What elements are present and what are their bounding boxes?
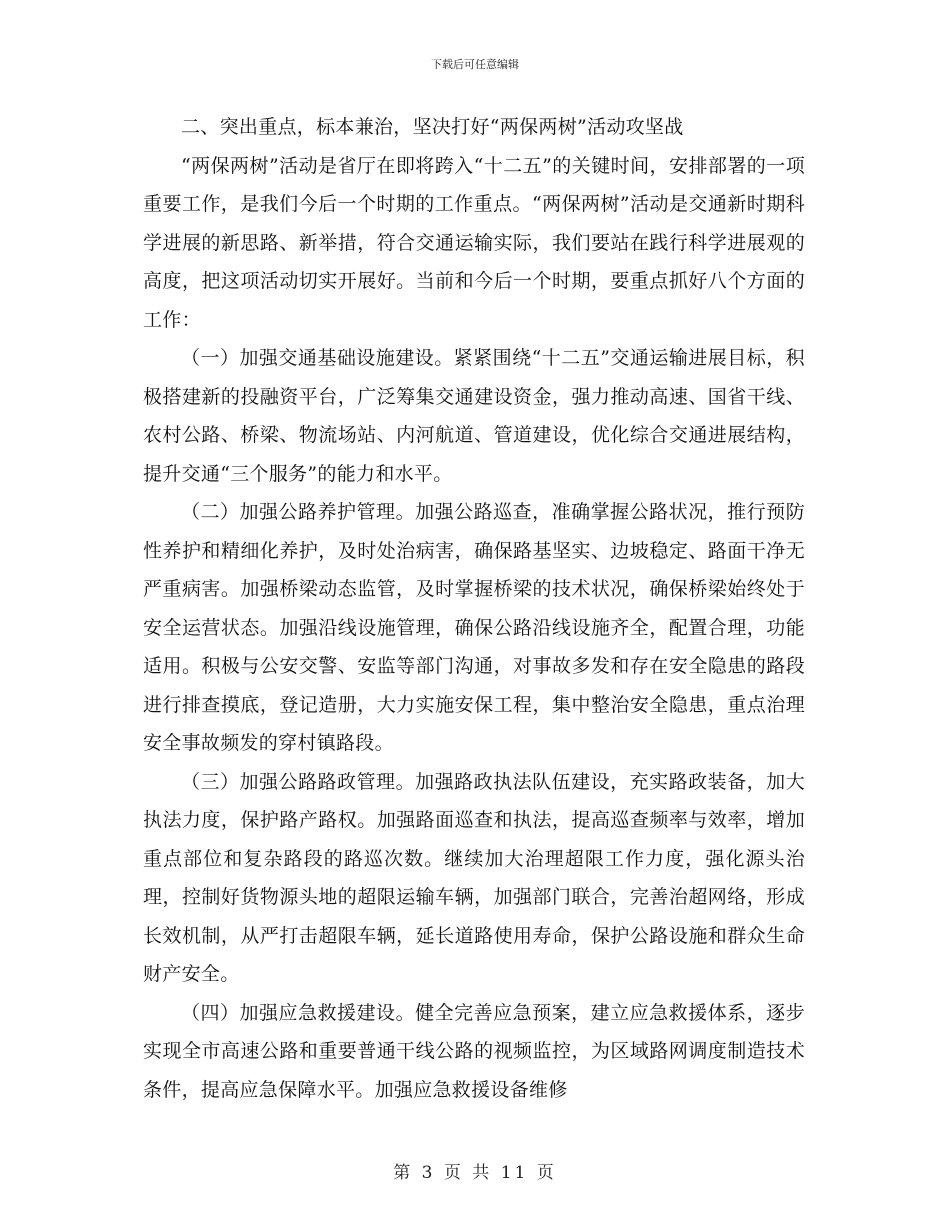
paragraph-intro: “两保两树”活动是省厅在即将跨入“十二五”的关键时间，安排部署的一项重要工作，是我们今后一个时期的工作重点。“两保两树”活动是交通新时期科学进展的新思路、新举措，符合交通运输实际，我们要站在践行科学进展观的高度，把这项活动切实开展好。当前和今后一个时期，要重点抓好八个方面的工作： bbox=[143, 154, 805, 331]
paragraph-item-1: （一）加强交通基础设施建设。紧紧围绕“十二五”交通运输进展目标，积极搭建新的投融资平台，广泛筹集交通建设资金，强力推动高速、国省干线、农村公路、桥梁、物流场站、内河航道、管道建设，优化综合交通进展结构，提升交通“三个服务”的能力和水平。 bbox=[143, 347, 805, 485]
document-body bbox=[143, 108, 805, 1109]
paragraph-item-4: （四）加强应急救援建设。健全完善应急预案，建立应急救援体系，逐步实现全市高速公路和重要普通干线公路的视频监控，为区域路网调度制造技术条件，提高应急保障水平。加强应急救援设备维修 bbox=[143, 1001, 805, 1101]
page-number: 第 3 页 共 11 页 bbox=[393, 1163, 557, 1183]
paragraph-item-2: （二）加强公路养护管理。加强公路巡查，准确掌握公路状况，推行预防性养护和精细化养护，及时处治病害，确保路基坚实、边坡稳定、路面干净无严重病害。加强桥梁动态监管，及时掌握桥梁的技术状况，确保桥梁始终处于安全运营状态。加强沿线设施管理，确保公路沿线设施齐全，配置合理，功能适用。积极与公安交警、安监等部门沟通，对事故多发和存在安全隐患的路段进行排查摸底，登记造册，大力实施安保工程，集中整治安全隐患，重点治理安全事故频发的穿村镇路段。 bbox=[143, 501, 805, 754]
page-header-note: 下载后可任意编辑 bbox=[431, 58, 519, 71]
paragraph-item-3: （三）加强公路路政管理。加强路政执法队伍建设，充实路政装备，加大执法力度，保护路产路权。加强路面巡查和执法，提高巡查频率与效率，增加重点部位和复杂路段的路巡次数。继续加大治理超限工作力度，强化源头治理，控制好货物源头地的超限运输车辆，加强部门联合，完善治超网络，形成长效机制，从严打击超限车辆，延长道路使用寿命，保护公路设施和群众生命财产安全。 bbox=[143, 770, 805, 985]
section-heading: 二、突出重点，标本兼治，坚决打好“两保两树”活动攻坚战 bbox=[181, 116, 684, 138]
